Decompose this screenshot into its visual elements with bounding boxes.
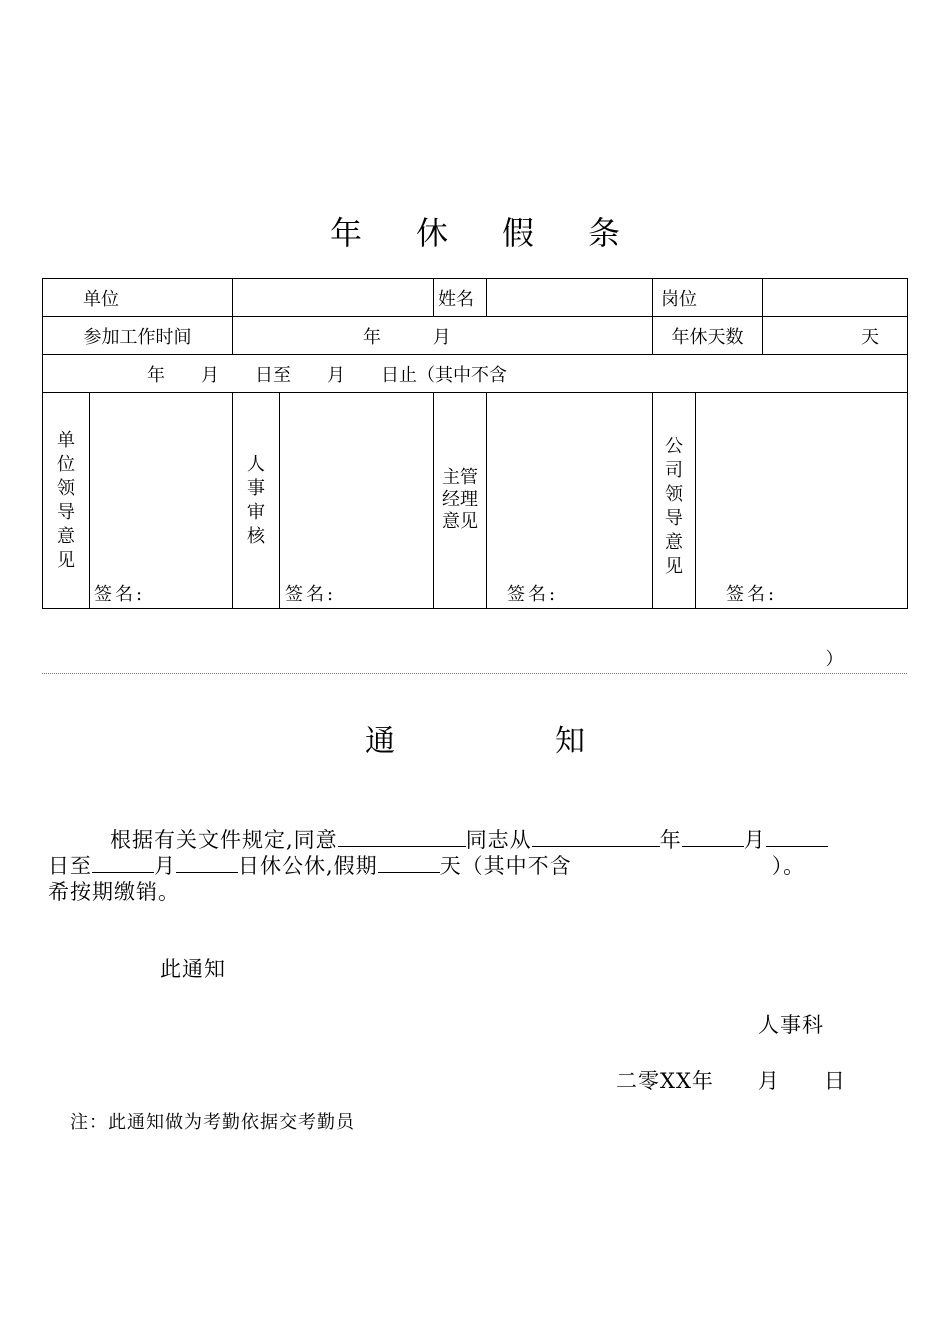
- annual-days-field[interactable]: [763, 317, 908, 355]
- dept-leader-opinion-field[interactable]: [90, 393, 233, 609]
- unit-label: 单位: [43, 279, 233, 317]
- manager-opinion-field[interactable]: [487, 393, 653, 609]
- notice-line-3: 希按期缴销。: [48, 880, 180, 904]
- signature-label: 签名:: [507, 584, 559, 605]
- cut-line-divider: [42, 673, 907, 674]
- unit-field[interactable]: [233, 279, 434, 317]
- company-leader-opinion-field[interactable]: [696, 393, 908, 609]
- signature-label: 签名:: [726, 584, 778, 605]
- form-title: 年休假条: [329, 214, 674, 252]
- notice-text: 根据有关文件规定,同意: [110, 828, 338, 852]
- work-time-label: 参加工作时间: [43, 317, 233, 355]
- notice-text: ）。: [771, 854, 806, 878]
- company-leader-label-cell: [653, 393, 696, 609]
- leave-form-table: [42, 278, 908, 670]
- notice-text: 同志从: [465, 828, 532, 852]
- post-field[interactable]: [763, 279, 908, 317]
- period-close: ）: [825, 648, 844, 670]
- end-month-blank[interactable]: [92, 852, 154, 873]
- days-blank[interactable]: [378, 852, 440, 873]
- day-blank[interactable]: [766, 826, 828, 847]
- hr-review-label: 人事审核: [247, 453, 266, 547]
- notice-closing: 此通知: [160, 957, 226, 981]
- post-label: 岗位: [653, 279, 763, 317]
- hr-review-field[interactable]: [280, 393, 434, 609]
- period-line: 年 月 日至 月 日止（其中不含: [147, 364, 507, 386]
- work-time-field[interactable]: [233, 317, 653, 355]
- notice-text: 月: [743, 828, 766, 852]
- end-day-blank[interactable]: [176, 852, 238, 873]
- notice-text: 天（其中不含: [439, 854, 572, 878]
- issuing-department: 人事科: [758, 1013, 824, 1037]
- signature-label: 签名:: [94, 584, 146, 605]
- dept-leader-label-cell: [43, 393, 90, 609]
- company-leader-opinion-label: 公司领导意见: [665, 436, 684, 577]
- name-label: 姓名: [434, 279, 487, 317]
- manager-opinion-label: 主管经理意见: [442, 467, 479, 532]
- signature-label: 签名:: [285, 584, 337, 605]
- notice-title: 通知: [365, 724, 745, 759]
- footnote: 注：此通知做为考勤依据交考勤员: [70, 1112, 355, 1133]
- hr-review-label-cell: [233, 393, 280, 609]
- notice-text: 年: [659, 828, 682, 852]
- dept-leader-opinion-label: 单位领导意见: [57, 429, 75, 571]
- name-field[interactable]: [487, 279, 653, 317]
- manager-label-cell: [434, 393, 487, 609]
- notice-text: 月: [154, 854, 176, 878]
- year-text: 年: [363, 326, 382, 348]
- day-text: 天: [861, 326, 880, 348]
- notice-date: 二零XX年 月 日: [616, 1069, 846, 1093]
- notice-text: 日至: [48, 854, 92, 878]
- name-blank[interactable]: [338, 826, 466, 847]
- month-text: 月: [432, 326, 451, 348]
- notice-text: 日休公休,假期: [238, 854, 378, 878]
- month-blank[interactable]: [682, 826, 744, 847]
- year-blank[interactable]: [532, 826, 660, 847]
- annual-days-label: 年休天数: [653, 317, 763, 355]
